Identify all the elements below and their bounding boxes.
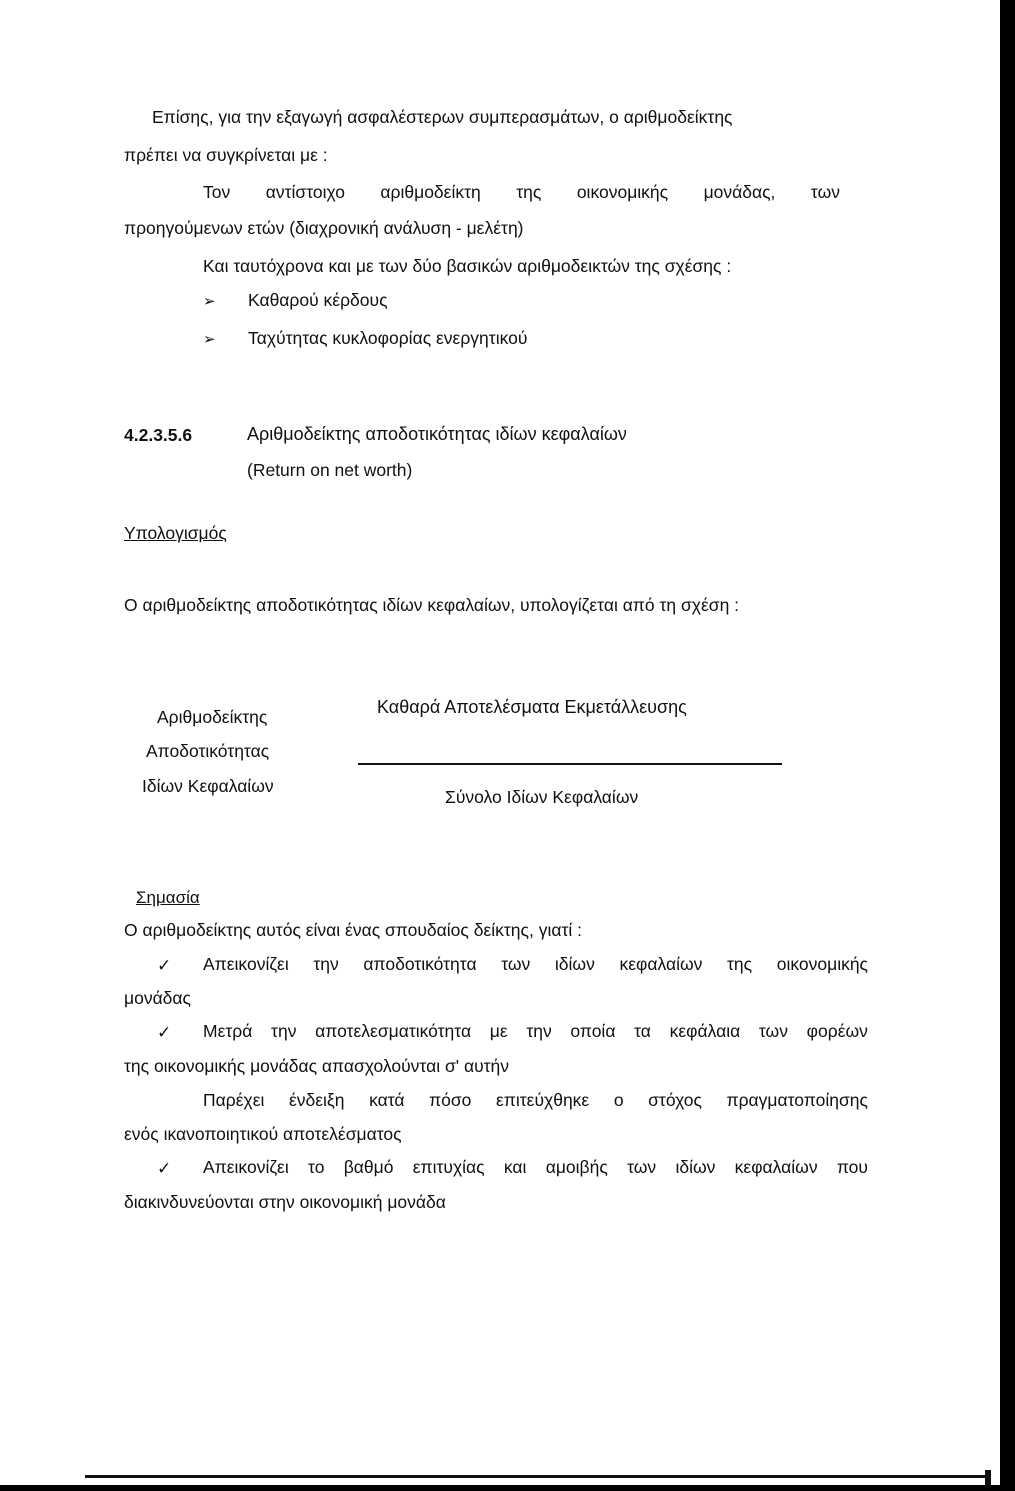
word: βαθμό	[343, 1157, 394, 1177]
word: ένδειξη	[288, 1090, 345, 1110]
word: Απεικονίζει	[203, 1157, 289, 1177]
formula-numerator: Καθαρά Αποτελέσματα Εκμετάλλευσης	[377, 697, 687, 717]
arrowhead-bullet-icon: ➢	[203, 293, 216, 310]
word: οικονομικής	[576, 182, 669, 202]
significance-item-3	[203, 1092, 868, 1110]
bullet-item: Καθαρού κέρδους	[248, 290, 388, 310]
word: κεφάλαια	[669, 1021, 741, 1041]
significance-heading: Σημασία	[136, 888, 200, 907]
word: κεφαλαίων	[734, 1157, 818, 1177]
checkmark-icon: ✓	[157, 1023, 172, 1042]
word: στόχος	[648, 1090, 702, 1110]
word: των	[501, 954, 531, 974]
word: ιδίων	[554, 954, 595, 974]
word: με	[489, 1021, 508, 1041]
formula-denominator: Σύνολο Ιδίων Κεφαλαίων	[445, 787, 639, 807]
word: επιτυχίας	[412, 1157, 485, 1177]
significance-item-1	[203, 956, 868, 974]
significance-item-2	[203, 1023, 868, 1041]
section-number: 4.2.3.5.6	[124, 425, 193, 445]
significance-item-4-continued: διακινδυνεύονται στην οικονομική μονάδα	[124, 1192, 446, 1212]
footer-rule	[85, 1475, 990, 1478]
calculation-text: Ο αριθμοδείκτης αποδοτικότητας ιδίων κεφαλαίων, υπολογίζεται από τη σχέση :	[124, 595, 740, 615]
word: της	[516, 182, 542, 202]
significance-item-3-continued: ενός ικανοποιητικού αποτελέσματος	[124, 1124, 402, 1144]
formula-label-line: Αποδοτικότητας	[146, 741, 270, 761]
word: επιτεύχθηκε	[495, 1090, 590, 1110]
word: των	[810, 182, 840, 202]
intro-line-2: πρέπει να συγκρίνεται με :	[124, 145, 328, 165]
word: αποδοτικότητα	[363, 954, 477, 974]
word: αριθμοδείκτη	[380, 182, 481, 202]
word: την	[526, 1021, 552, 1041]
calculation-heading: Υπολογισμός	[124, 523, 227, 543]
word: μονάδας,	[703, 182, 776, 202]
arrowhead-bullet-icon: ➢	[203, 331, 216, 348]
word: την	[271, 1021, 297, 1041]
word: φορέων	[806, 1021, 868, 1041]
significance-intro: Ο αριθμοδείκτης αυτός είναι ένας σπουδαίος δείκτης, γιατί :	[124, 920, 582, 940]
word: πραγματοποίησης	[726, 1090, 868, 1110]
fraction-line	[358, 763, 782, 765]
word: Τον	[203, 182, 231, 202]
intro-line-3	[203, 184, 840, 202]
word: αντίστοιχο	[265, 182, 345, 202]
word: πόσο	[429, 1090, 472, 1110]
bullet-item: Ταχύτητας κυκλοφορίας ενεργητικού	[248, 328, 528, 348]
checkmark-icon: ✓	[157, 956, 172, 975]
word: Παρέχει	[203, 1090, 265, 1110]
intro-line-4: προηγούμενων ετών (διαχρονική ανάλυση - μελέτη)	[124, 218, 524, 238]
significance-item-4	[203, 1159, 868, 1177]
significance-item-2-continued: της οικονομικής μονάδας απασχολούνται σ' αυτήν	[124, 1056, 510, 1076]
word: τα	[634, 1021, 651, 1041]
word: την	[313, 954, 339, 974]
word: της	[727, 954, 753, 974]
checkmark-icon: ✓	[157, 1159, 172, 1178]
formula-label-line: Ιδίων Κεφαλαίων	[142, 776, 274, 796]
formula-label-line: Αριθμοδείκτης	[157, 707, 268, 727]
word: ο	[613, 1090, 624, 1110]
word: ιδίων	[675, 1157, 716, 1177]
word: αμοιβής	[545, 1157, 608, 1177]
significance-item-1-continued: μονάδας	[124, 988, 191, 1008]
section-subtitle: (Return on net worth)	[247, 460, 413, 480]
word: κεφαλαίων	[619, 954, 703, 974]
word: οποία	[570, 1021, 616, 1041]
word: Μετρά	[203, 1021, 253, 1041]
word: οικονομικής	[776, 954, 868, 974]
word: αποτελεσματικότητα	[315, 1021, 472, 1041]
word: που	[836, 1157, 868, 1177]
word: και	[503, 1157, 527, 1177]
footer-rule-end	[985, 1470, 991, 1485]
word: κατά	[369, 1090, 405, 1110]
intro-line-1: Επίσης, για την εξαγωγή ασφαλέστερων συμπερασμάτων, ο αριθμοδείκτης	[152, 107, 733, 127]
word: των	[758, 1021, 788, 1041]
intro-line-5: Και ταυτόχρονα και με των δύο βασικών αριθμοδεικτών της σχέσης :	[203, 256, 732, 276]
word: Απεικονίζει	[203, 954, 289, 974]
word: των	[627, 1157, 657, 1177]
section-title: Αριθμοδείκτης αποδοτικότητας ιδίων κεφαλαίων	[247, 424, 627, 444]
word: το	[308, 1157, 325, 1177]
